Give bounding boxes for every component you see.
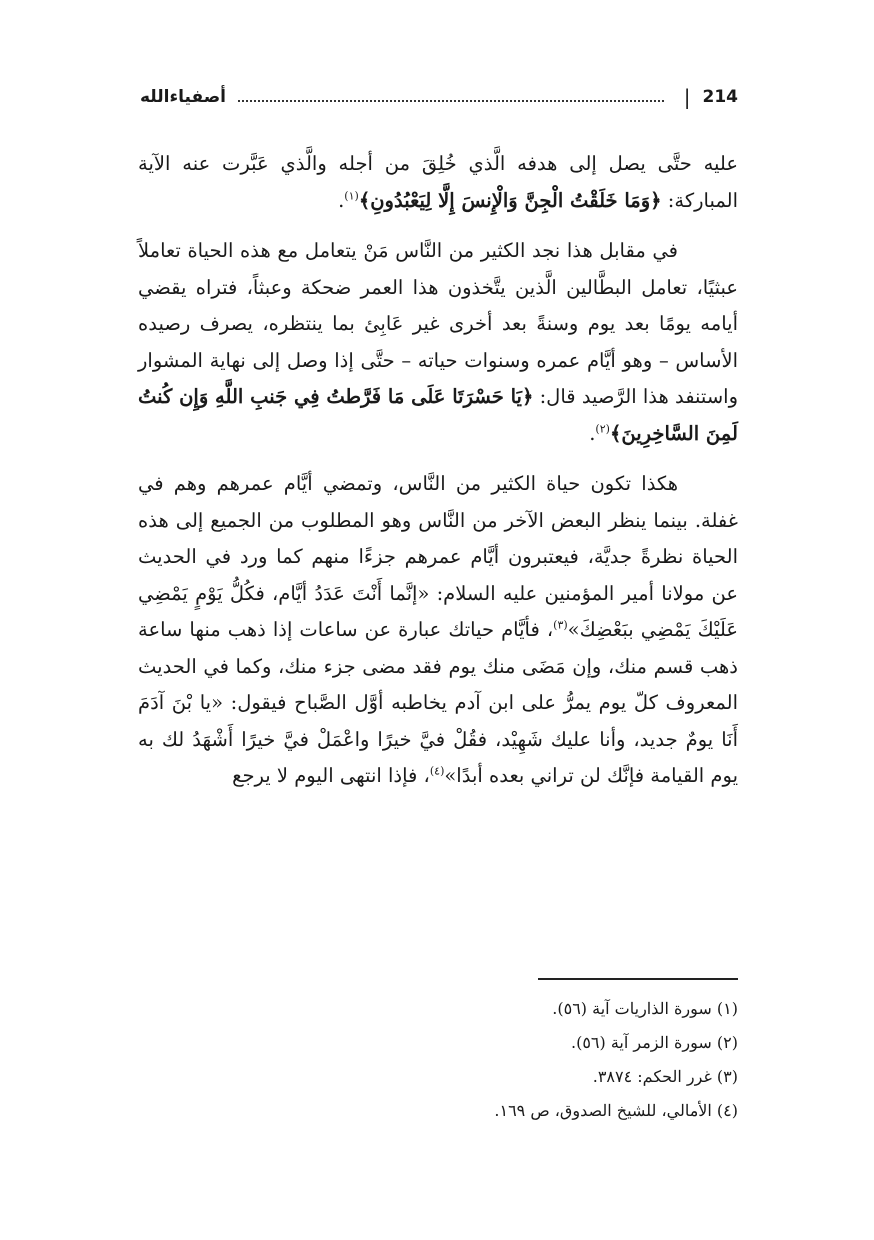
footnote-ref-2: (٢) xyxy=(595,422,610,435)
footnote-3: (٣) غرر الحكم: ٣٨٧٤. xyxy=(592,1067,738,1086)
paragraph-1 xyxy=(138,146,738,219)
paragraph-2-text: في مقابل هذا نجد الكثير من النَّاس مَنْ يتعامل مع هذه الحياة تعاملاً عبثيًا، تعامل البطَّالين الَّذين يتَّخذون هذا العمر ضحكة وعبثاً، فتراه يقضي أيامه يومًا بعد يوم وسنةً بعد أخرى غير عَابِئ بما ينتظره، يصرف رصيده الأساس – وهو أيَّام عمره وسنوات حياته – حتَّى إذا وصل إلى نهاية المشوار واستنفد هذا الرَّصيد قال: xyxy=(138,239,738,408)
quran-verse-1: ﴿وَمَا خَلَقْتُ الْجِنَّ وَالْإِنسَ إِلَّا لِيَعْبُدُونِ﴾ xyxy=(358,188,662,212)
footnote-4: (٤) الأمالي، للشيخ الصدوق، ص ١٦٩. xyxy=(494,1101,738,1120)
paragraph-1-text: عليه حتَّى يصل إلى هدفه الَّذي خُلِقَ من أجله والَّذي عَبَّرت عنه الآية المباركة: xyxy=(138,152,738,212)
paragraph-2 xyxy=(138,233,738,452)
main-text xyxy=(138,146,738,809)
footnote-1: (١) سورة الذاريات آية (٥٦). xyxy=(552,999,738,1018)
header-leader-dots xyxy=(238,100,664,102)
paragraph-3-text-3: ، فإذا انتهى اليوم لا يرجع xyxy=(232,764,430,787)
footnote-ref-3: (٣) xyxy=(553,618,568,632)
paragraph-1-end: . xyxy=(338,188,345,212)
footnote-2: (٢) سورة الزمر آية (٥٦). xyxy=(571,1033,738,1052)
paragraph-2-end: . xyxy=(589,421,596,445)
footnotes xyxy=(138,992,738,1128)
page-number: 214 xyxy=(702,87,738,107)
paragraph-3-text-2: ، فأيَّام حياتك عبارة عن ساعات إذا ذهب منها ساعة ذهب قسم منك، وإن مَضَى منك يوم فقد مضى جزء منك، وكما في الحديث المعروف كلّ يوم يمرُّ على ابن آدم يخاطبه أوَّل الصَّباح فيقول: «يا بْنَ آدَمَ أَنَا يومٌ جديد، وأنا عليك شَهِيْد، فقُلْ فيَّ خيرًا واعْمَلْ فيَّ خيرًا أَشْهَدُ لك به يوم القيامة فإنَّك لن تراني بعده أبدًا» xyxy=(138,618,738,787)
quran-verse-2: ﴿يَا حَسْرَتَا عَلَى مَا فَرَّطتُ فِي جَنبِ اللَّهِ وَإِن كُنتُ لَمِنَ السَّاخِرِينَ﴾ xyxy=(138,385,738,445)
book-title: أصفياءالله xyxy=(140,87,226,107)
paragraph-3-text: هكذا تكون حياة الكثير من النَّاس، وتمضي أيَّام عمرهم وهم في غفلة. بينما ينظر البعض الآخر من النَّاس وهو المطلوب من الجميع إلى هذه الحياة نظرةً جديَّة، فيعتبرون أيَّام عمرهم جزءًا منهم كما ورد في الحديث عن مولانا أمير المؤمنين عليه السلام: «إنَّما أَنْتَ عَدَدُ أيَّام، فكُلُّ يَوْمٍ يَمْضِي عَلَيْكَ يَمْضِي ببَعْضِكَ» xyxy=(138,472,738,641)
running-header xyxy=(140,82,738,112)
footnote-ref-4: (٤) xyxy=(429,764,445,778)
paragraph-3 xyxy=(138,466,738,795)
footnote-divider xyxy=(538,978,738,980)
footnote-ref-1: (١) xyxy=(344,189,359,202)
header-separator: | xyxy=(683,85,691,109)
